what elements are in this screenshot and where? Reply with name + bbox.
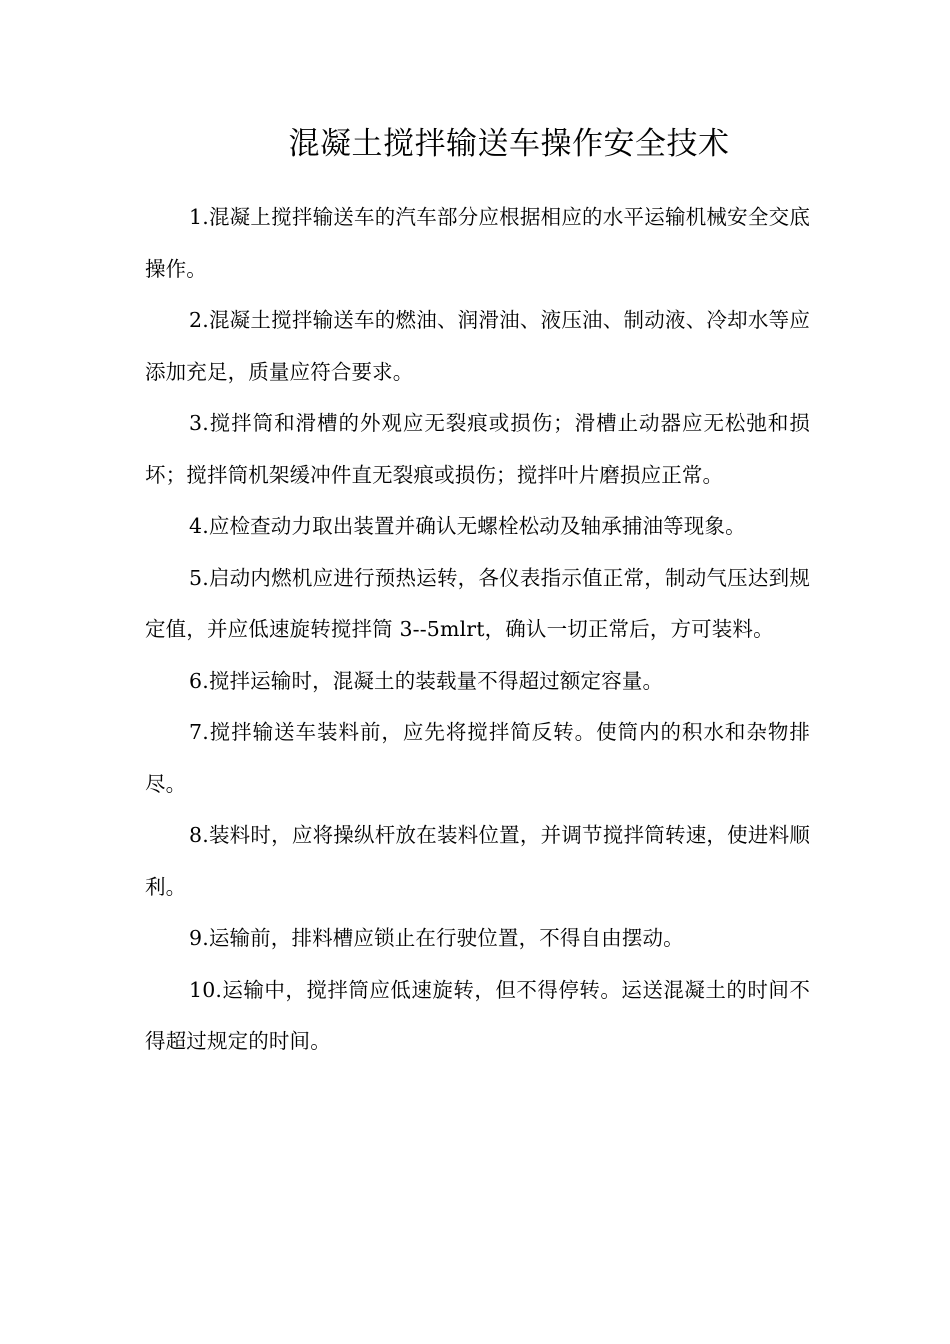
paragraph-2: 2.混凝土搅拌输送车的燃油、润滑油、液压油、制动液、冷却水等应添加充足，质量应符合要求。 <box>145 308 810 384</box>
paragraph-4: 4.应检查动力取出装置并确认无螺栓松动及轴承捕油等现象。 <box>189 514 746 538</box>
paragraph-8: 8.装料时，应将操纵杆放在装料位置，并调节搅拌筒转速，使进料顺利。 <box>145 823 810 899</box>
paragraph-6: 6.搅拌运输时，混凝土的装载量不得超过额定容量。 <box>189 668 664 693</box>
paragraph-5: 5.启动内燃机应进行预热运转，各仪表指示值正常，制动气压达到规定值，并应低速旋转搅拌筒 3--5mlrt，确认一切正常后，方可装料。 <box>145 565 810 641</box>
paragraph-1: 1.混凝上搅拌输送车的汽车部分应根据相应的水平运输机械安全交底操作。 <box>145 205 810 281</box>
paragraph-7: 7.搅拌输送车装料前，应先将搅拌简反转。使筒内的积水和杂物排尽。 <box>145 720 810 796</box>
document-title: 混凝土搅拌输送车操作安全技术 <box>288 126 730 162</box>
document-body <box>145 192 810 1068</box>
paragraph-3: 3.搅拌筒和滑槽的外观应无裂痕或损伤；滑槽止动器应无松弛和损坏；搅拌筒机架缓冲件直无裂痕或损伤；搅拌叶片磨损应正常。 <box>145 411 810 487</box>
paragraph-9: 9.运输前，排料槽应锁止在行驶位置，不得自由摆动。 <box>189 926 684 950</box>
paragraph-10: 10.运输中，搅拌筒应低速旋转，但不得停转。运送混凝土的时间不得超过规定的时间。 <box>145 977 810 1053</box>
